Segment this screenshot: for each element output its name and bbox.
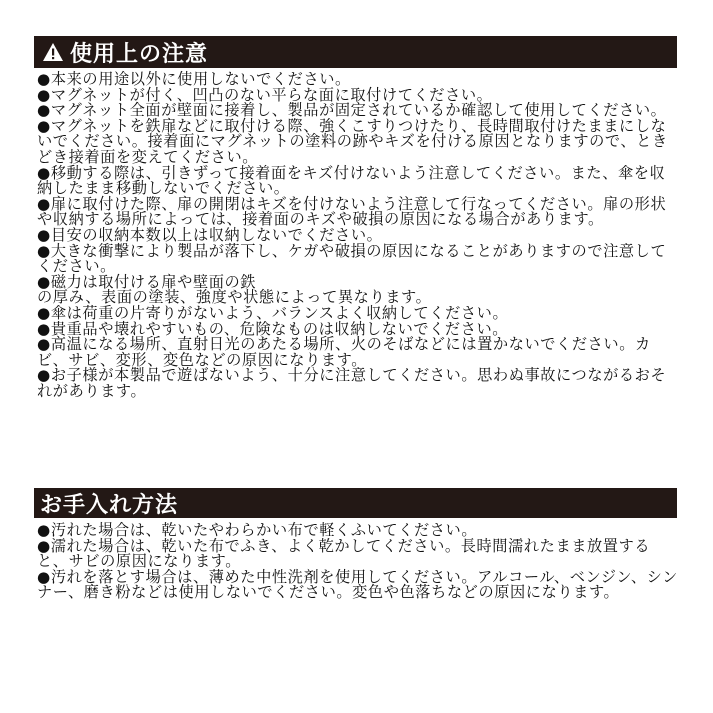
list-item: ●高温になる場所、直射日光のあたる場所、火のそばなどには置かないでください。カビ、サビ、変形、変色などの原因になります。 <box>37 335 651 369</box>
usage-section-title: 使用上の注意 <box>70 41 209 67</box>
usage-section-header <box>34 36 677 68</box>
usage-notes-list <box>37 72 679 399</box>
list-item: ●磁力は取付ける扉や壁面の鉄 <box>37 272 257 291</box>
warning-icon <box>42 42 64 62</box>
list-item: ●扉に取付けた際、扉の開閉はキズを付けないよう注意して行なってください。扉の形状や収納する場所によっては、接着面のキズや破損の原因になる場合があります。 <box>37 194 667 229</box>
list-item: ●マグネットを鉄扉などに取付ける際、強くこすりつけたり、長時間取付けたままにしないでください。接着面にマグネットの塗料の跡やキズを付ける原因となりますので、ときどき接着面を変えてください。 <box>37 116 668 166</box>
list-item: ●移動する際は、引きずって接着面をキズ付けないよう注意してください。また、傘を収納したまま移動しないでください。 <box>37 163 666 198</box>
list-item: ●貴重品や壊れやすいもの、危険なものは収納しないでください。 <box>37 319 509 338</box>
list-item: ●汚れを落とす場合は、薄めた中性洗剤を使用してください。アルコール、ベンジン、シンナー、磨き粉などは使用しないでください。変色や色落ちなどの原因になります。 <box>37 567 678 602</box>
list-item: ●マグネット全面が壁面に接着し、製品が固定されているか確認して使用してください。 <box>37 101 667 120</box>
list-item: ●目安の収納本数以上は収納しないでください。 <box>37 225 383 244</box>
list-item: ●お子様が本製品で遊ばないよう、十分に注意してください。思わぬ事故につながるおそれがあります。 <box>37 366 667 400</box>
list-item: の厚み、表面の塗装、強度や状態によって異なります。 <box>37 288 432 307</box>
list-item: ●本来の用途以外に使用しないでください。 <box>37 70 351 88</box>
care-section-header <box>34 488 677 518</box>
list-item: ●汚れた場合は、乾いたやわらかい布で軽くふいてください。 <box>37 521 478 539</box>
list-item: ●大きな衝撃により製品が落下し、ケガや破損の原因になることがありますので注意してください。 <box>37 241 667 276</box>
list-item: ●傘は荷重の片寄りがないよう、バランスよく収納してください。 <box>37 303 509 322</box>
list-item: ●濡れた場合は、乾いた布でふき、よく乾かしてください。長時間濡れたまま放置すると、サビの原因になります。 <box>37 536 651 571</box>
care-notes-list <box>37 523 679 601</box>
care-section-title: お手入れ方法 <box>40 492 179 518</box>
list-item: ●マグネットが付く、凹凸のない平らな面に取付けてください。 <box>37 85 493 104</box>
